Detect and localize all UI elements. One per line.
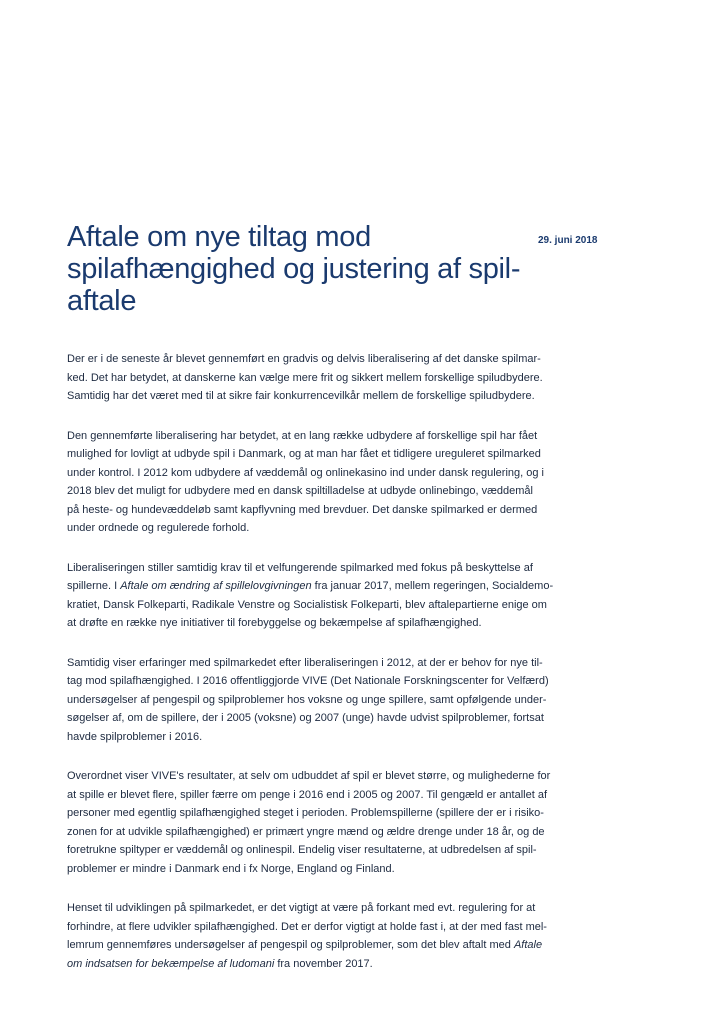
text-line: Liberaliseringen stiller samtidig krav til et velfungerende spilmarked med fokus på beskyttelse af [67,561,533,574]
text-line: 2018 blev det muligt for udbydere med en dansk spiltilladelse at udbyde onlinebingo, væddemål [67,485,533,497]
text-line [67,936,543,955]
text-line: Samtidig har det været med til at sikre fair konkurrencevilkår mellem de forskellige spiludbydere. [67,390,535,402]
text-line: zonen for at udvikle spilafhængighed) er primært yngre mænd og ældre drenge under 18 år, og de [67,825,545,838]
title-line: aftale [67,285,137,317]
text-line: Der er i de seneste år blevet gennemført en gradvis og delvis liberalisering af det danske spilmar- [67,353,541,365]
text-line: Overordnet viser VIVE's resultater, at selv om udbuddet af spil er blevet større, og mulighederne for [67,770,551,782]
text-line [67,955,537,974]
paragraph-1 [67,350,543,406]
text-line: at spille er blevet flere, spiller færre om penge i 2016 end i 2005 og 2007. Til gengæld er antallet af [67,788,548,801]
paragraph-3 [67,559,554,633]
document-title [67,221,522,317]
text-line: søgelser af, om de spillere, der i 2005 (voksne) og 2007 (unge) havde udvist spilproblemer, fortsat [67,712,544,724]
text-line: under kontrol. I 2012 kom udbydere af væddemål og onlinekasino ind under dansk regulering, og i [67,466,544,479]
text-line: under ordnede og regulerede forhold. [67,522,250,534]
text-line [67,577,554,596]
paragraph-5 [67,767,551,878]
text-line: undersøgelser af pengespil og spilproblemer hos voksne og unge spillere, samt opfølgende under- [67,693,547,706]
text-line: havde spilproblemer i 2016. [67,730,203,743]
text-line: forhindre, at flere udvikler spilafhængighed. Det er derfor vigtigt at holde fast i, at der med fast mel- [67,920,547,933]
text-run: spillerne. I [67,580,121,592]
agreement-title-italic: Aftale om ændring af spillelovgivningen [120,580,312,592]
text-line: Henset til udviklingen på spilmarkedet, er det vigtigt at være på forkant med evt. regulering for at [67,902,536,914]
text-run: fra november 2017. [274,957,373,970]
text-line: Den gennemførte liberalisering har betydet, at en lang række udbydere af forskellige spil har fået [67,429,538,442]
text-line: personer med egentlig spilafhængighed steget i perioden. Problemspillerne (spillere der er i risiko- [67,807,544,819]
title-line: spilafhængighed og justering af spil- [67,253,521,285]
text-run: fra januar 2017, mellem regeringen, Socialdemo- [311,580,554,592]
text-line: foretrukne spiltyper er væddemål og onlinespil. Endelig viser resultaterne, at udbredelsen af spil- [67,844,537,856]
title-line: Aftale om nye tiltag mod [67,221,371,253]
text-line: kratiet, Dansk Folkeparti, Radikale Venstre og Socialistisk Folkeparti, blev aftalepartierne enige om [67,598,547,611]
text-line: problemer er mindre i Danmark end i fx Norge, England og Finland. [67,862,395,875]
text-line: mulighed for lovligt at udbyde spil i Danmark, og at man har fået et tidligere ureguleret spilmarked [67,448,541,460]
text-line: tag mod spilafhængighed. I 2016 offentliggjorde VIVE (Det Nationale Forskningscenter for Velfærd) [67,675,549,687]
paragraph-2 [67,427,544,538]
text-run: lemrum gennemføres undersøgelser af pengespil og spilproblemer, som det blev aftalt med [67,939,514,951]
agreement-title-italic: Aftale [513,939,543,951]
paragraph-6 [67,899,547,973]
paragraph-4 [67,654,549,747]
agreement-title-italic: om indsatsen for bekæmpelse af ludomani [67,957,275,970]
text-line: på heste- og hundevæddeløb samt kapflyvning med brevduer. Det danske spilmarked er dermed [67,503,538,516]
text-line: at drøfte en række nye initiativer til forebyggelse og bekæmpelse af spilafhængighed. [67,617,482,629]
text-line: ked. Det har betydet, at danskerne kan vælge mere frit og sikkert mellem forskellige spiludbydere. [67,371,543,384]
text-line: Samtidig viser erfaringer med spilmarkedet efter liberaliseringen i 2012, at der er behov for nye til- [67,656,543,669]
document-body [67,350,554,994]
document-date: 29. juni 2018 [538,235,598,246]
